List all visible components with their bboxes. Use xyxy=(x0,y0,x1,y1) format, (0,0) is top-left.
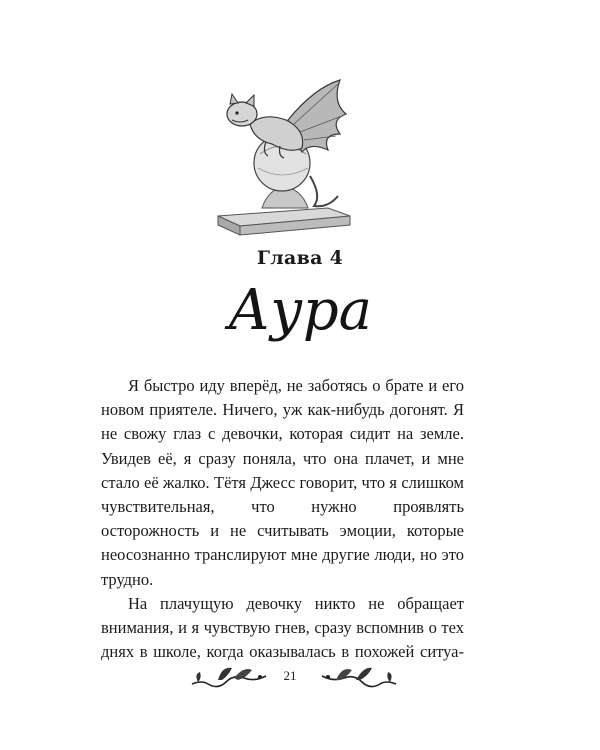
gargoyle-icon xyxy=(210,68,370,238)
chapter-number: Глава 4 xyxy=(256,247,344,269)
floral-ornament-icon xyxy=(188,660,270,690)
page-number: 21 xyxy=(283,668,297,683)
floral-ornament-icon xyxy=(318,660,400,690)
chapter-body xyxy=(101,374,464,664)
paragraph: На плачущую девочку никто не обращает внимания, и я чувствую гнев, сразу вспомнив о тех днях в школе, когда оказывалась в похожей ситуа- xyxy=(101,593,464,662)
page-footer xyxy=(0,656,600,696)
chapter-title: Аура xyxy=(227,278,373,343)
paragraph: Я быстро иду вперёд, не заботясь о брате и его новом приятеле. Ничего, уж как-нибудь догонят. Я не свожу глаз с девочки, которая сидит на земле. Увидев её, я сразу поняла, что она плачет, и мне стало её жалко. Тётя Джесс говорит, что я слишком чувствительная, что нужно проявлять осторожность и не считывать эмоции, которые неосознанно транслируют мне другие люди, но это трудно. xyxy=(101,376,464,589)
